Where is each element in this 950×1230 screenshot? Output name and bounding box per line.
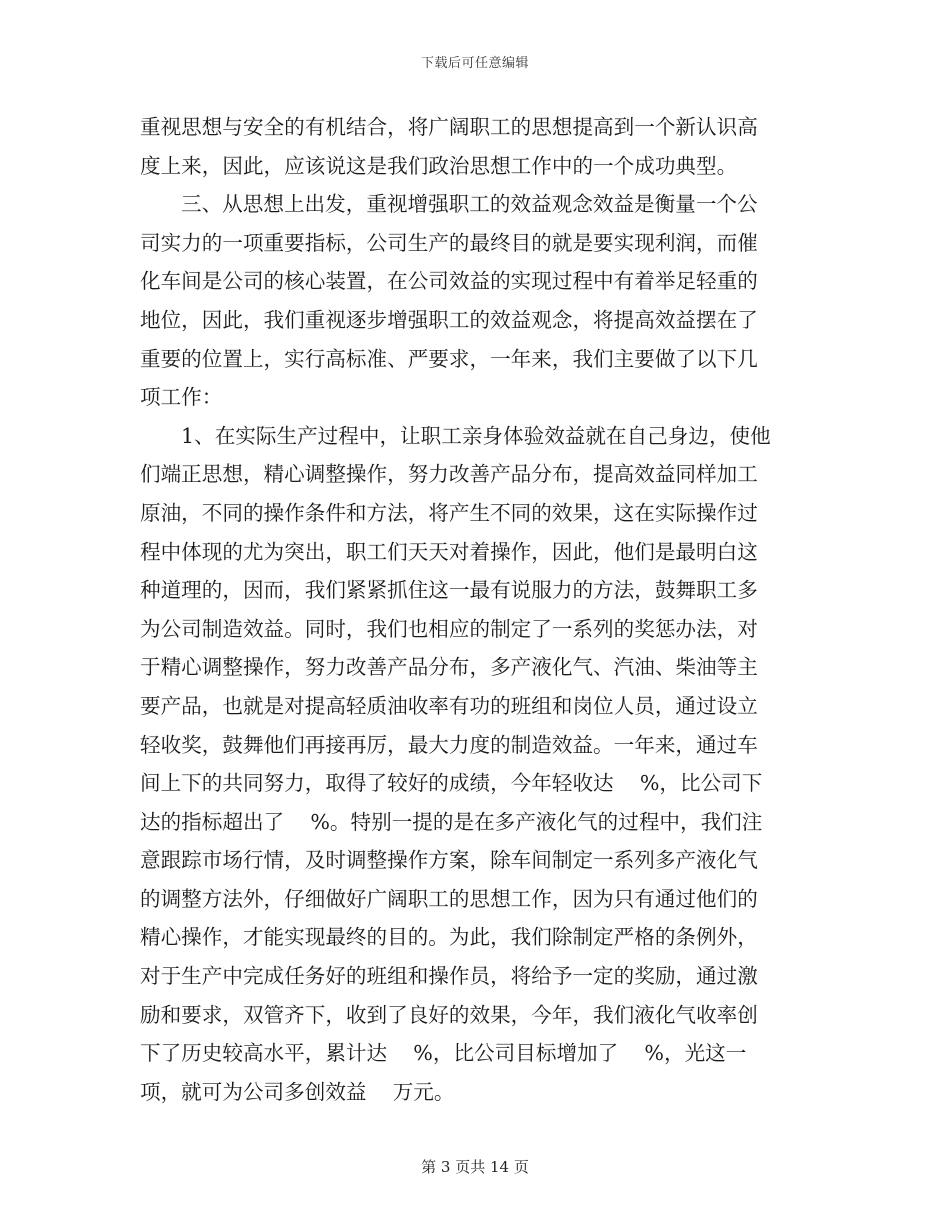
text-line: 的调整方法外，仔细做好广阔职工的思想工作，因为只有通过他们的 (140, 886, 758, 911)
text-line: 间上下的共同努力，取得了较好的成绩，今年轻收达 %，比公司下 (140, 771, 763, 796)
text-line: 达的指标超出了 %。特别一提的是在多产液化气的过程中，我们注 (140, 809, 763, 834)
text-line: 轻收奖，鼓舞他们再接再厉，最大力度的制造效益。一年来，通过车 (140, 732, 758, 757)
text-line: 对于生产中完成任务好的班组和操作员，将给予一定的奖励，通过激 (140, 964, 758, 989)
text-line: 度上来，因此，应该说这是我们政治思想工作中的一个成功典型。 (140, 153, 738, 178)
text-line: 重要的位置上，实行高标准、严要求，一年来，我们主要做了以下几 (140, 346, 758, 371)
text-line: 项，就可为公司多创效益 万元。 (140, 1079, 455, 1104)
text-line: 项工作： (140, 385, 223, 410)
text-line: 要产品，也就是对提高轻质油收率有功的班组和岗位人员，通过设立 (140, 693, 758, 718)
text-line: 于精心调整操作，努力改善产品分布，多产液化气、汽油、柴油等主 (140, 655, 758, 680)
paragraph-start-line: 1、在实际生产过程中，让职工亲身体验效益就在自己身边，使他 (181, 423, 771, 448)
paragraph-start-line: 三、从思想上出发，重视增强职工的效益观念效益是衡量一个公 (181, 192, 758, 217)
text-line: 种道理的，因而，我们紧紧抓住这一最有说服力的方法，鼓舞职工多 (140, 578, 758, 603)
text-line: 为公司制造效益。同时，我们也相应的制定了一系列的奖惩办法，对 (140, 616, 758, 641)
text-line: 司实力的一项重要指标，公司生产的最终目的就是要实现利润，而催 (140, 230, 758, 255)
text-line: 意跟踪市场行情，及时调整操作方案，除车间制定一系列多产液化气 (140, 848, 758, 873)
text-line: 励和要求，双管齐下，收到了良好的效果，今年，我们液化气收率创 (140, 1002, 758, 1027)
text-line: 精心操作，才能实现最终的目的。为此，我们除制定严格的条例外， (140, 925, 758, 950)
text-line: 重视思想与安全的有机结合，将广阔职工的思想提高到一个新认识高 (140, 115, 758, 139)
text-line: 化车间是公司的核心装置，在公司效益的实现过程中有着举足轻重的 (140, 269, 758, 294)
text-line: 下了历史较高水平，累计达 %，比公司目标增加了 %，光这一 (140, 1041, 747, 1066)
document-body (140, 108, 812, 1111)
text-line: 程中体现的尤为突出，职工们天天对着操作，因此，他们是最明白这 (140, 539, 758, 564)
text-line: 们端正思想，精心调整操作，努力改善产品分布，提高效益同样加工 (140, 462, 758, 487)
text-line: 地位，因此，我们重视逐步增强职工的效益观念，将提高效益摆在了 (140, 307, 758, 332)
page-number: 第 3 页共 14 页 (421, 1158, 529, 1176)
header-note: 下载后可任意编辑 (420, 56, 529, 71)
text-line: 原油，不同的操作条件和方法，将产生不同的效果，这在实际操作过 (140, 500, 758, 525)
